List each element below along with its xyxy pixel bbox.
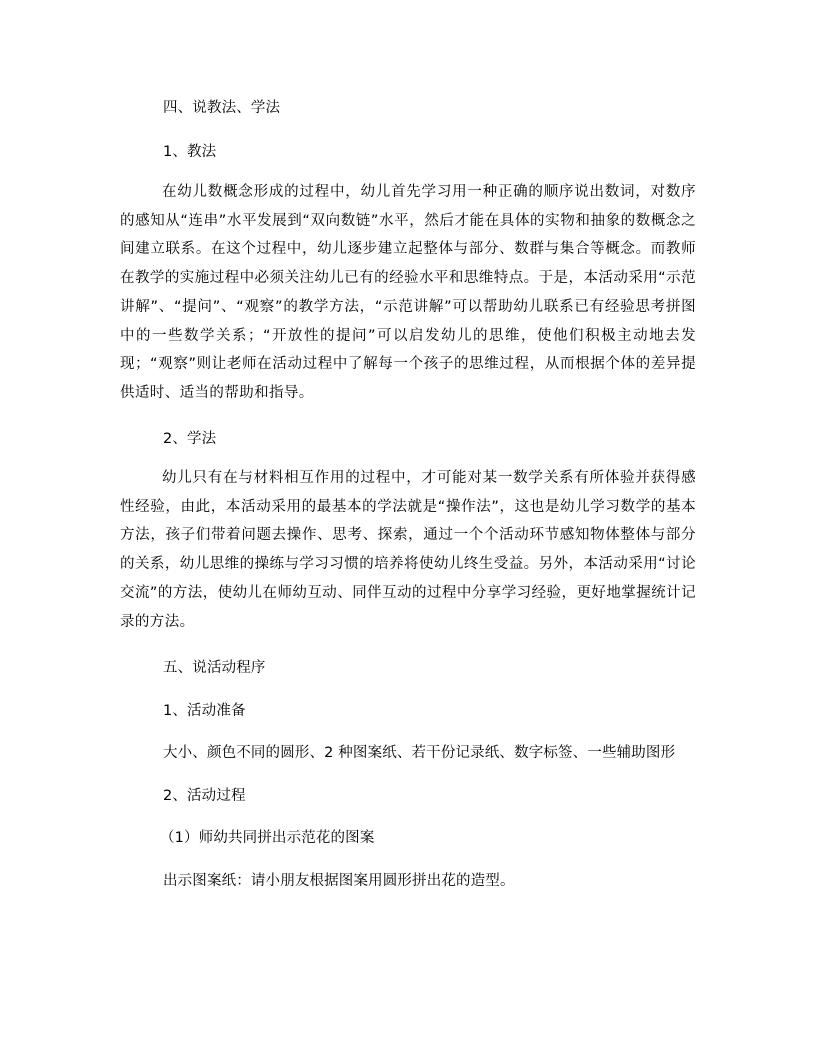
step-description: 出示图案纸：请小朋友根据图案用圆形拼出花的造型。 bbox=[163, 873, 515, 889]
section-heading-teaching-methods: 四、说教法、学法 bbox=[163, 100, 281, 116]
section-heading-activity-procedure: 五、说活动程序 bbox=[163, 660, 266, 676]
paragraph-teaching-method: 在幼儿数概念形成的过程中，幼儿首先学习用一种正确的顺序说出数词，对数序的感知从“连串”水平发展到“双向数链”水平，然后才能在具体的实物和抽象的数概念之间建立联系。在这个过程中，幼儿逐步建立起整体与部分、数群与集合等概念。而教师在教学的实施过程中必须关注幼儿已有的经验水平和思维特点。于是，本活动采用“示范讲解”、“提问”、“观察”的教学方法，“示范讲解”可以帮助幼儿联系已有经验思考拼图中的一些数学关系；“开放性的提问”可以启发幼儿的思维，使他们积极主动地去发现；“观察”则让老师在活动过程中了解每一个孩子的思维过程，从而根据个体的差异提供适时、适当的帮助和指导。 bbox=[120, 184, 696, 401]
subheading-teaching-method: 1、教法 bbox=[163, 144, 217, 160]
materials-list: 大小、颜色不同的圆形、2 种图案纸、若干份记录纸、数字标签、一些辅助图形 bbox=[163, 745, 676, 761]
subheading-activity-preparation: 1、活动准备 bbox=[163, 703, 246, 719]
step-heading-demo-flower: （1）师幼共同拼出示范花的图案 bbox=[160, 830, 375, 846]
subheading-learning-method: 2、学法 bbox=[163, 431, 217, 447]
subheading-activity-process: 2、活动过程 bbox=[163, 788, 246, 804]
paragraph-learning-method: 幼儿只有在与材料相互作用的过程中，才可能对某一数学关系有所体验并获得感性经验，由此，本活动采用的最基本的学法就是“操作法”，这也是幼儿学习数学的基本方法，孩子们带着问题去操作、思考、探索，通过一个个活动环节感知物体整体与部分的关系，幼儿思维的操练与学习习惯的培养将使幼儿终生受益。另外，本活动采用“讨论交流”的方法，使幼儿在师幼互动、同伴互动的过程中分享学习经验，更好地掌握统计记录的方法。 bbox=[120, 470, 696, 630]
